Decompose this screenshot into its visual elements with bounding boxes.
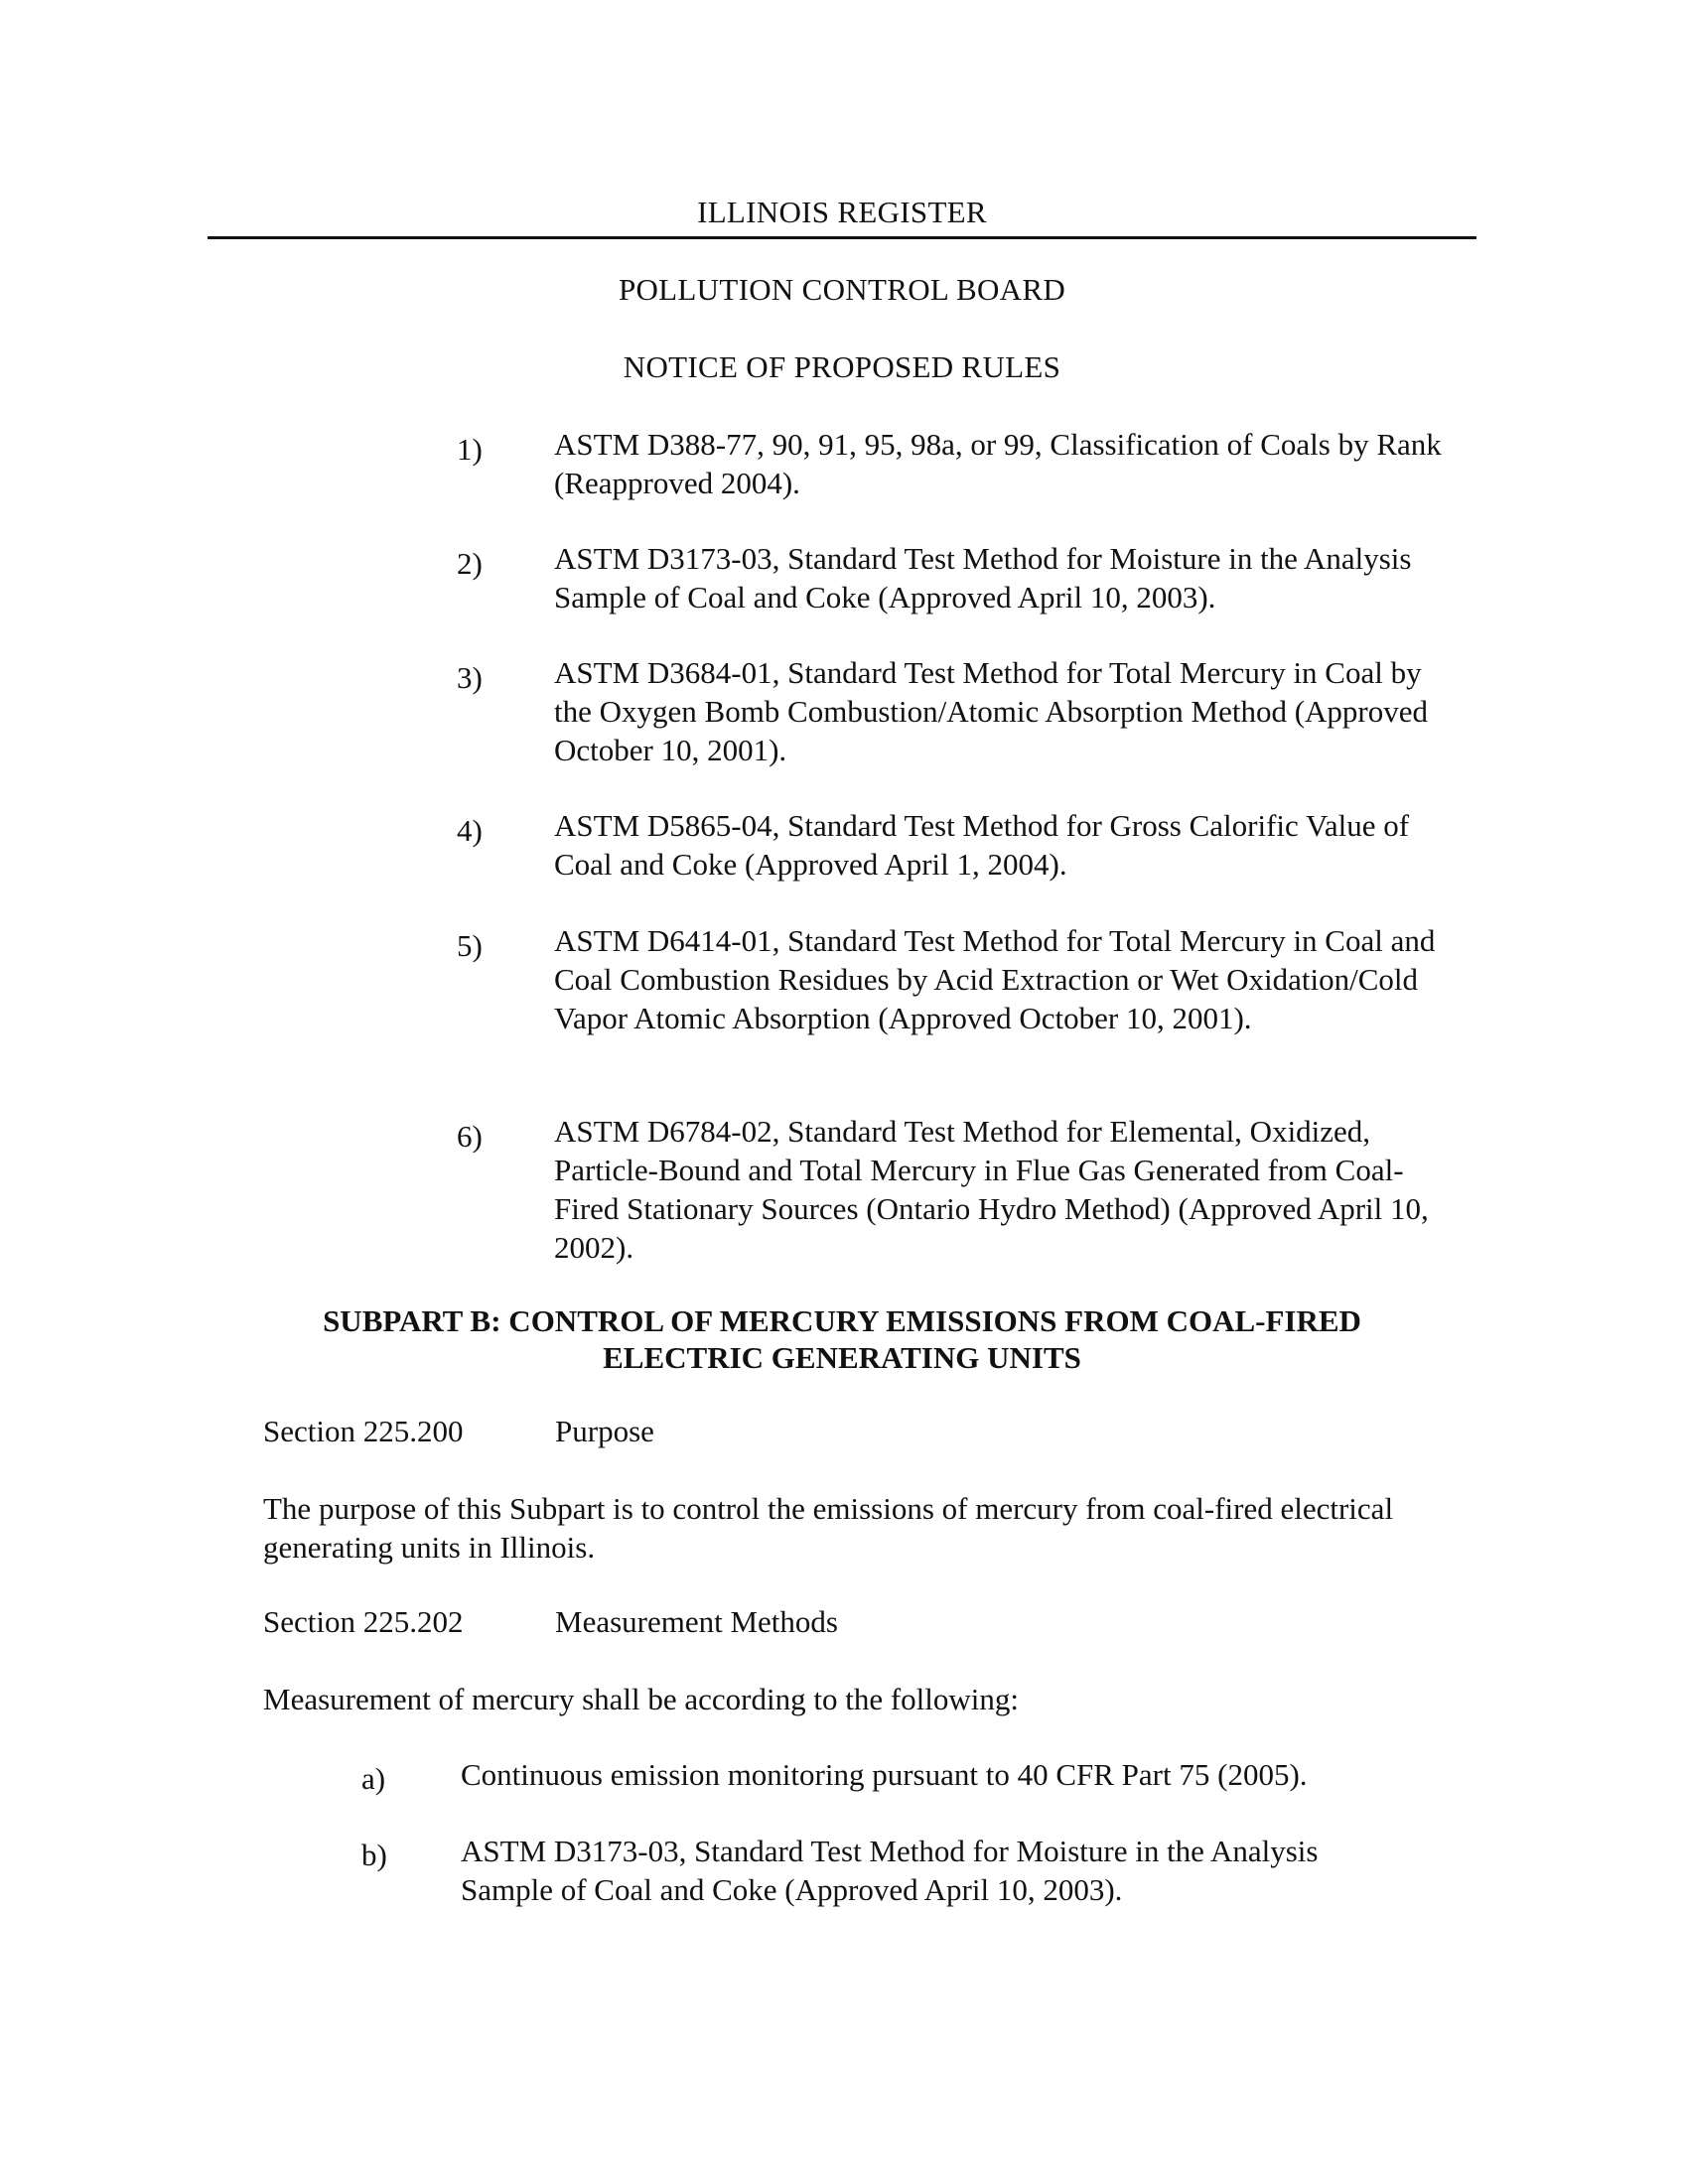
item-text: ASTM D388-77, 90, 91, 95, 98a, or 99, Classification of Coals by Rank (Reapproved 2004).: [554, 427, 1442, 500]
subpart-heading-line-1: SUBPART B: CONTROL OF MERCURY EMISSIONS FROM COAL-FIRED: [323, 1303, 1361, 1338]
item-number: 1): [457, 432, 483, 467]
item-number: 3): [457, 660, 483, 695]
notice-heading: NOTICE OF PROPOSED RULES: [623, 349, 1061, 384]
item-letter: a): [361, 1761, 386, 1796]
section-225-200-body: The purpose of this Subpart is to control the emissions of mercury from coal-fired electrical generating units in Illinois.: [263, 1491, 1394, 1565]
header-rule: [208, 236, 1476, 239]
item-text: ASTM D6414-01, Standard Test Method for Total Mercury in Coal and Coal Combustion Residues by Acid Extraction or Wet Oxidation/Cold Vapor Atomic Absorption (Approved October 10, 2001).: [554, 923, 1436, 1035]
item-text: ASTM D3684-01, Standard Test Method for Total Mercury in Coal by the Oxygen Bomb Combustion/Atomic Absorption Method (Approved October 10, 2001).: [554, 655, 1429, 767]
item-text: Continuous emission monitoring pursuant to 40 CFR Part 75 (2005).: [461, 1757, 1308, 1792]
item-text: ASTM D3173-03, Standard Test Method for Moisture in the Analysis Sample of Coal and Coke (Approved April 10, 2003).: [461, 1834, 1319, 1907]
section-title: Purpose: [555, 1414, 654, 1448]
section-title: Measurement Methods: [555, 1604, 838, 1639]
item-letter: b): [361, 1838, 387, 1872]
agency-name: POLLUTION CONTROL BOARD: [618, 272, 1066, 307]
section-number: Section 225.202: [263, 1604, 464, 1639]
item-number: 4): [457, 813, 483, 848]
item-text: ASTM D6784-02, Standard Test Method for Elemental, Oxidized, Particle-Bound and Total Mercury in Flue Gas Generated from Coal-Fired Stationary Sources (Ontario Hydro Method) (Approved April 10, 2002).: [554, 1114, 1429, 1265]
item-text: ASTM D3173-03, Standard Test Method for Moisture in the Analysis Sample of Coal and Coke (Approved April 10, 2003).: [554, 541, 1412, 614]
register-title: ILLINOIS REGISTER: [697, 195, 987, 229]
item-number: 6): [457, 1119, 483, 1154]
item-number: 2): [457, 546, 483, 581]
item-number: 5): [457, 928, 483, 963]
subpart-heading-line-2: ELECTRIC GENERATING UNITS: [603, 1340, 1081, 1375]
subpart-heading: [208, 1302, 1476, 1376]
item-text: ASTM D5865-04, Standard Test Method for Gross Calorific Value of Coal and Coke (Approved April 1, 2004).: [554, 808, 1410, 882]
section-225-202-intro: Measurement of mercury shall be according to the following:: [263, 1682, 1019, 1716]
section-number: Section 225.200: [263, 1414, 464, 1448]
